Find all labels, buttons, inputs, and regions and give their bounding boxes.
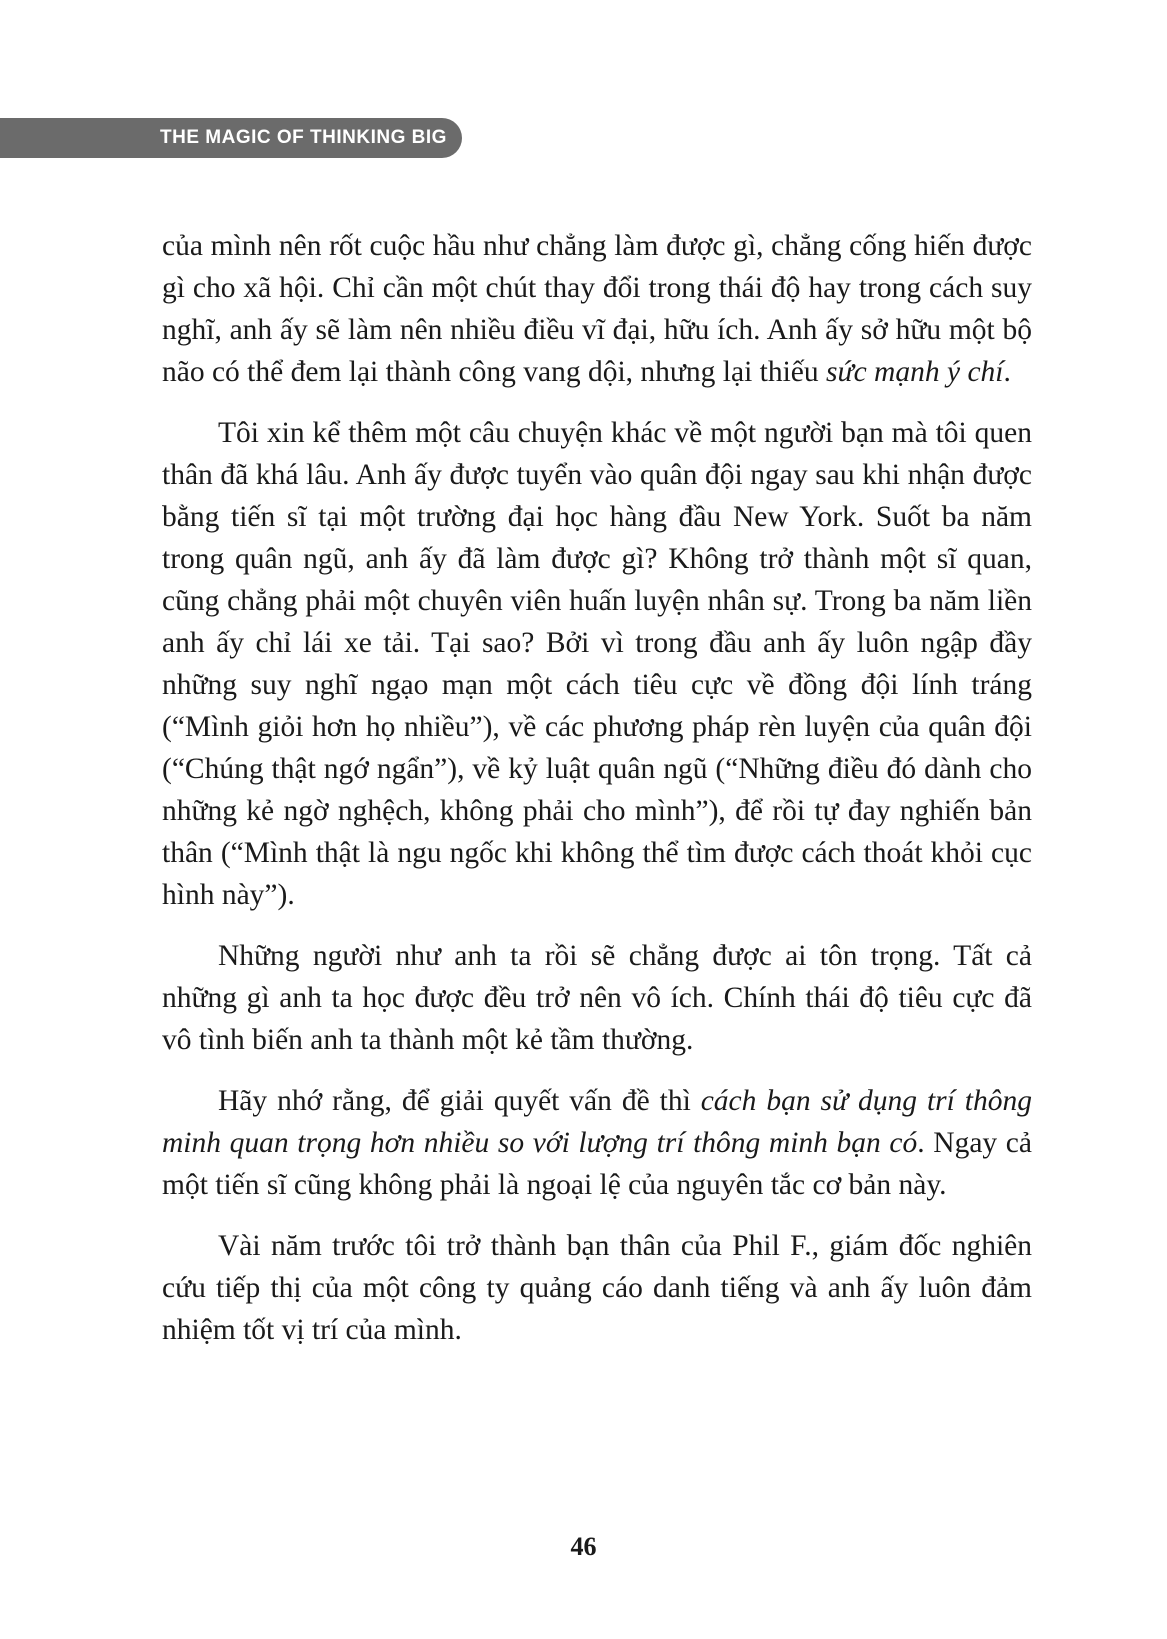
paragraph-text: .: [1003, 356, 1011, 388]
paragraph-2: [162, 412, 1032, 916]
paragraph-5: [162, 1225, 1032, 1351]
running-header-bar: [0, 118, 462, 158]
paragraph-text: Tôi xin kể thêm một câu chuyện khác về một người bạn mà tôi quen thân đã khá lâu. Anh ấy được tuyển vào quân đội ngay sau khi nhận được bằng tiến sĩ tại một trường đại học hàng đầu New York. Suốt ba năm trong quân ngũ, anh ấy đã làm được gì? Không trở thành một sĩ quan, cũng chẳng phải một chuyên viên huấn luyện nhân sự. Trong ba năm liền anh ấy chỉ lái xe tải. Tại sao? Bởi vì trong đầu anh ấy luôn ngập đầy những suy nghĩ ngạo mạn một cách tiêu cực về đồng đội lính tráng (“Mình giỏi hơn họ nhiều”), về các phương pháp rèn luyện của quân đội (“Chúng thật ngớ ngẩn”), về kỷ luật quân ngũ (“Những điều đó dành cho những kẻ ngờ nghệch, không phải cho mình”), để rồi tự đay nghiến bản thân (“Mình thật là ngu ngốc khi không thể tìm được cách thoát khỏi cục hình này”).: [162, 417, 1032, 911]
paragraph-1: [162, 225, 1032, 393]
paragraph-3: [162, 935, 1032, 1061]
paragraph-text: của mình nên rốt cuộc hầu như chẳng làm được gì, chẳng cống hiến được gì cho xã hội. Chỉ cần một chút thay đổi trong thái độ hay trong cách suy nghĩ, anh ấy sẽ làm nên nhiều điều vĩ đại, hữu ích. Anh ấy sở hữu một bộ não có thể đem lại thành công vang dội, nhưng lại thiếu: [162, 230, 1032, 388]
paragraph-text: . Ngay cả một tiến sĩ cũng không phải là ngoại lệ của nguyên tắc cơ bản này.: [162, 1127, 1032, 1201]
page-number: 46: [570, 1532, 597, 1561]
paragraph-text: Hãy nhớ rằng, để giải quyết vấn đề thì: [218, 1085, 701, 1117]
paragraph-italic-text: sức mạnh ý chí: [826, 356, 1004, 388]
page-body: [162, 225, 1032, 1370]
paragraph-4: [162, 1080, 1032, 1206]
running-header-title: THE MAGIC OF THINKING BIG: [160, 127, 447, 148]
paragraph-text: Những người như anh ta rồi sẽ chẳng được ai tôn trọng. Tất cả những gì anh ta học được đều trở nên vô ích. Chính thái độ tiêu cực đã vô tình biến anh ta thành một kẻ tầm thường.: [162, 940, 1032, 1056]
paragraph-italic-text: cách bạn sử dụng trí thông minh quan trọng hơn nhiều so với lượng trí thông minh bạn có: [162, 1085, 1032, 1159]
paragraph-text: Vài năm trước tôi trở thành bạn thân của Phil F., giám đốc nghiên cứu tiếp thị của một công ty quảng cáo danh tiếng và anh ấy luôn đảm nhiệm tốt vị trí của mình.: [162, 1230, 1032, 1346]
